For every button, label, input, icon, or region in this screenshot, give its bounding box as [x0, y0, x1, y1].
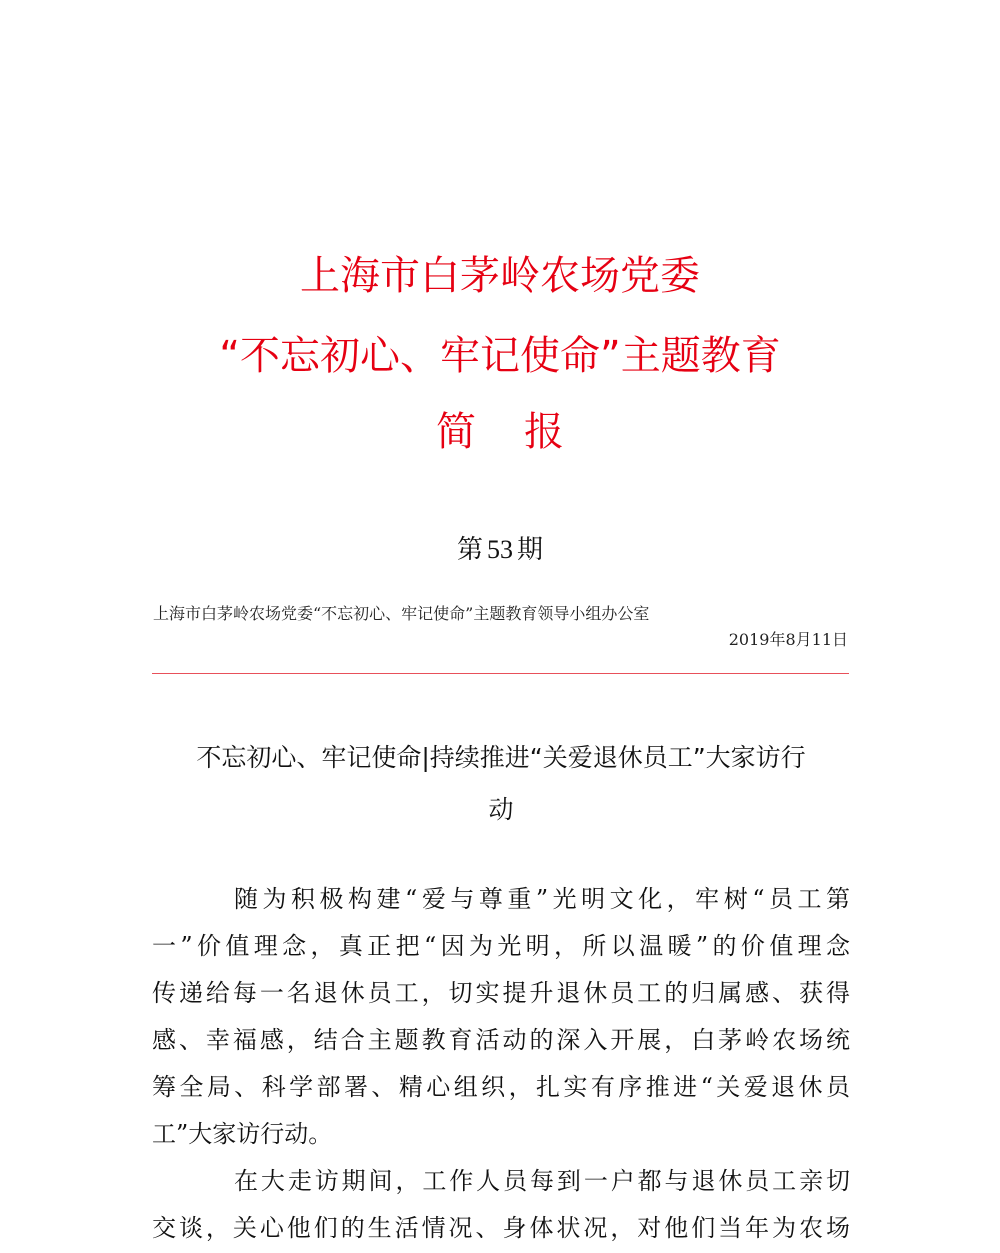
- issue-number: [0, 534, 1000, 566]
- issue-suffix: 期: [517, 535, 544, 565]
- paragraph-line: 一”价值理念，真正把“因为光明，所以温暖”的价值理念: [152, 932, 850, 960]
- issue-prefix: 第: [456, 535, 483, 565]
- paragraph-line: 随为积极构建“爱与尊重”光明文化，牢树“员工第: [234, 885, 850, 913]
- paragraph-line: 工”大家访行动。: [152, 1120, 333, 1148]
- article-body: [152, 876, 850, 1252]
- article-title: [152, 732, 850, 836]
- masthead-title-line-1: 上海市白茅岭农场党委: [300, 253, 700, 299]
- article-title-line: 不忘初心、牢记使命|持续推进“关爱退休员工”大家访行: [196, 743, 806, 772]
- issuing-office: 上海市白茅岭农场党委“不忘初心、牢记使命”主题教育领导小组办公室: [153, 604, 650, 623]
- paragraph-line: 筹全局、科学部署、精心组织，扎实有序推进“关爱退休员: [152, 1073, 850, 1101]
- paragraph-line: 传递给每一名退休员工，切实提升退休员工的归属感、获得: [152, 979, 850, 1007]
- paragraph-line: 在大走访期间，工作人员每到一户都与退休员工亲切: [234, 1167, 850, 1195]
- masthead-title-line-3: 简报: [436, 409, 612, 455]
- issue-date: 2019年8月11日: [728, 630, 848, 649]
- masthead-title-line-2: “不忘初心、牢记使命”主题教育: [219, 333, 781, 379]
- paragraph-line: 感、幸福感，结合主题教育活动的深入开展，白茅岭农场统: [152, 1026, 850, 1054]
- issue-number-value: 53: [487, 535, 513, 564]
- article-title-line: 动: [488, 795, 514, 824]
- red-divider-line: [152, 673, 849, 674]
- paragraph-line: 交谈，关心他们的生活情况、身体状况，对他们当年为农场: [152, 1214, 850, 1242]
